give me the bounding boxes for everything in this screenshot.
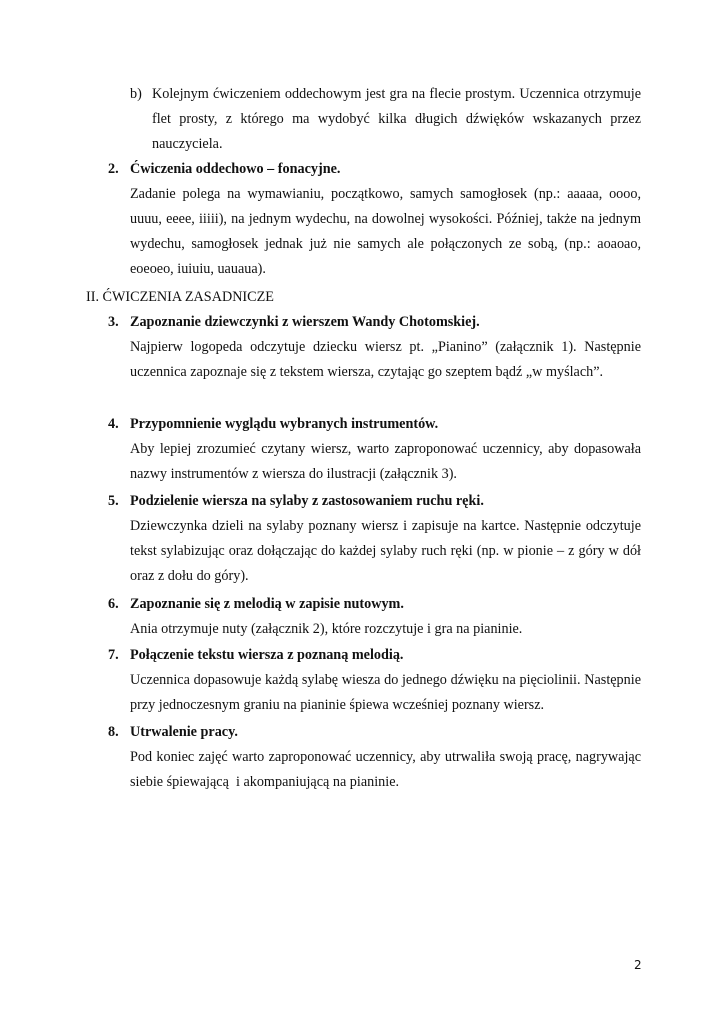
item-2-title: Ćwiczenia oddechowo – fonacyjne.: [130, 161, 341, 177]
item-7-text: Uczennica dopasowuje każdą sylabę wiesza do jednego dźwięku na pięciolinii. Następnie przy jednoczesnym graniu na pianinie śpiewa wcześniej poznany wiersz.: [130, 672, 641, 713]
item-7-number: 7.: [108, 647, 119, 663]
item-2-text: Zadanie polega na wymawianiu, początkowo, samych samogłosek (np.: aaaaa, oooo, uuuu, eeee, iiiii), na jednym wydechu, na dowolnej wysokości. Później, także na jednym wydechu, samogłosek jednak już nie samych ale połączonych ze sobą, (np.: aoaoao, eoeoeo, iuiuiu, uauaua).: [130, 186, 641, 277]
item-4-title: Przypomnienie wyglądu wybranych instrumentów.: [130, 416, 439, 432]
page-number: 2: [634, 958, 642, 972]
item-7-title: Połączenie tekstu wiersza z poznaną melodią.: [130, 647, 404, 663]
sub-item-b-text: Kolejnym ćwiczeniem oddechowym jest gra na flecie prostym. Uczennica otrzymuje flet prosty, z którego ma wydobyć kilka długich dźwięków wskazanych przez nauczyciela.: [152, 86, 641, 152]
item-3-text: Najpierw logopeda odczytuje dziecku wiersz pt. „Pianino” (załącznik 1). Następnie uczennica zapoznaje się z tekstem wiersza, czytając go szeptem bądź „w myślach”.: [130, 339, 641, 380]
item-6-title: Zapoznanie się z melodią w zapisie nutowym.: [130, 596, 404, 612]
item-8-text: Pod koniec zajęć warto zaproponować uczennicy, aby utrwaliła swoją pracę, nagrywając siebie śpiewającą i akompaniującą na pianinie.: [130, 749, 645, 790]
item-8-number: 8.: [108, 724, 119, 740]
item-5-title: Podzielenie wiersza na sylaby z zastosowaniem ruchu ręki.: [130, 493, 484, 509]
item-8-title: Utrwalenie pracy.: [130, 724, 238, 740]
item-3-number: 3.: [108, 314, 119, 330]
item-4-text: Aby lepiej zrozumieć czytany wiersz, warto zaproponować uczennicy, aby dopasowała nazwy instrumentów z wiersza do ilustracji (załącznik 3).: [130, 441, 641, 482]
item-2-number: 2.: [108, 161, 119, 177]
item-4-number: 4.: [108, 416, 119, 432]
item-6-number: 6.: [108, 596, 119, 612]
item-5-text: Dziewczynka dzieli na sylaby poznany wiersz i zapisuje na kartce. Następnie odczytuje tekst sylabizując oraz dołączając do każdej sylaby ruch ręki (np. w pionie – z góry w dół oraz z dołu do góry).: [130, 518, 641, 584]
section-heading: II. ĆWICZENIA ZASADNICZE: [86, 289, 274, 305]
sub-item-marker: b): [130, 86, 142, 102]
item-3-title: Zapoznanie dziewczynki z wierszem Wandy Chotomskiej.: [130, 314, 480, 330]
item-5-number: 5.: [108, 493, 119, 509]
item-6-text: Ania otrzymuje nuty (załącznik 2), które rozczytuje i gra na pianinie.: [130, 621, 523, 637]
